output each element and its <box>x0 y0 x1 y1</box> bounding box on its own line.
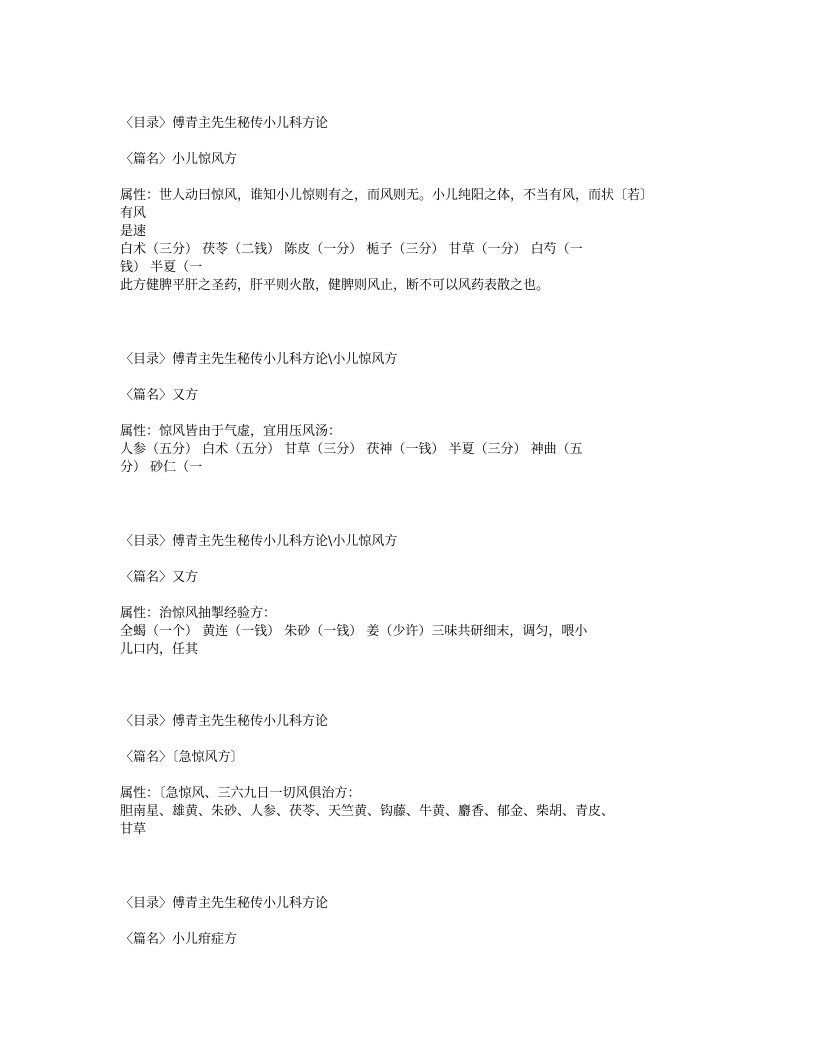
body-line: 属性：治惊风抽掣经验方： <box>120 606 277 621</box>
section-title: 〈篇名〉〔急惊风方〕 <box>120 750 244 765</box>
section-title: 〈篇名〉小儿惊风方 <box>120 152 238 167</box>
body-line: 胆南星、雄黄、朱砂、人参、茯苓、天竺黄、钩藤、牛黄、麝香、郁金、柴胡、青皮、 <box>120 804 615 819</box>
catalog-line: 〈目录〉傅青主先生秘传小儿科方论\小儿惊风方 <box>120 352 398 367</box>
body-line: 属性：〔急惊风、三六九日一切风俱治方： <box>120 786 361 801</box>
body-line: 属性：世人动曰惊风，谁知小儿惊则有之，而风则无。小儿纯阳之体，不当有风，而状〔若〕 <box>120 188 654 203</box>
section-title: 〈篇名〉小儿疳症方 <box>120 932 238 947</box>
body-line: 儿口内，任其 <box>120 642 199 657</box>
body-line: 属性：惊风皆由于气虚，宜用压风汤： <box>120 424 342 439</box>
catalog-line: 〈目录〉傅青主先生秘传小儿科方论 <box>120 714 329 729</box>
body-line: 此方健脾平肝之圣药，肝平则火散，健脾则风止，断不可以风药表散之也。 <box>120 278 550 293</box>
body-line: 有风 <box>120 206 147 221</box>
body-line: 是速 <box>120 224 147 239</box>
body-line: 钱） 半夏（一 <box>120 260 203 275</box>
body-line: 甘草 <box>120 822 147 837</box>
body-line: 人参（五分） 白术（五分） 甘草（三分） 茯神（一钱） 半夏（三分） 神曲（五 <box>120 442 583 457</box>
section-title: 〈篇名〉又方 <box>120 570 199 585</box>
catalog-line: 〈目录〉傅青主先生秘传小儿科方论\小儿惊风方 <box>120 534 398 549</box>
catalog-line: 〈目录〉傅青主先生秘传小儿科方论 <box>120 896 329 911</box>
section-title: 〈篇名〉又方 <box>120 388 199 403</box>
body-line: 白术（三分） 茯苓（二钱） 陈皮（一分） 栀子（三分） 甘草（一分） 白芍（一 <box>120 242 583 257</box>
body-line: 分） 砂仁（一 <box>120 460 203 475</box>
body-line: 全蝎（一个） 黄连（一钱） 朱砂（一钱） 姜（少许）三味共研细末，调匀，喂小 <box>120 624 588 639</box>
catalog-line: 〈目录〉傅青主先生秘传小儿科方论 <box>120 116 329 131</box>
